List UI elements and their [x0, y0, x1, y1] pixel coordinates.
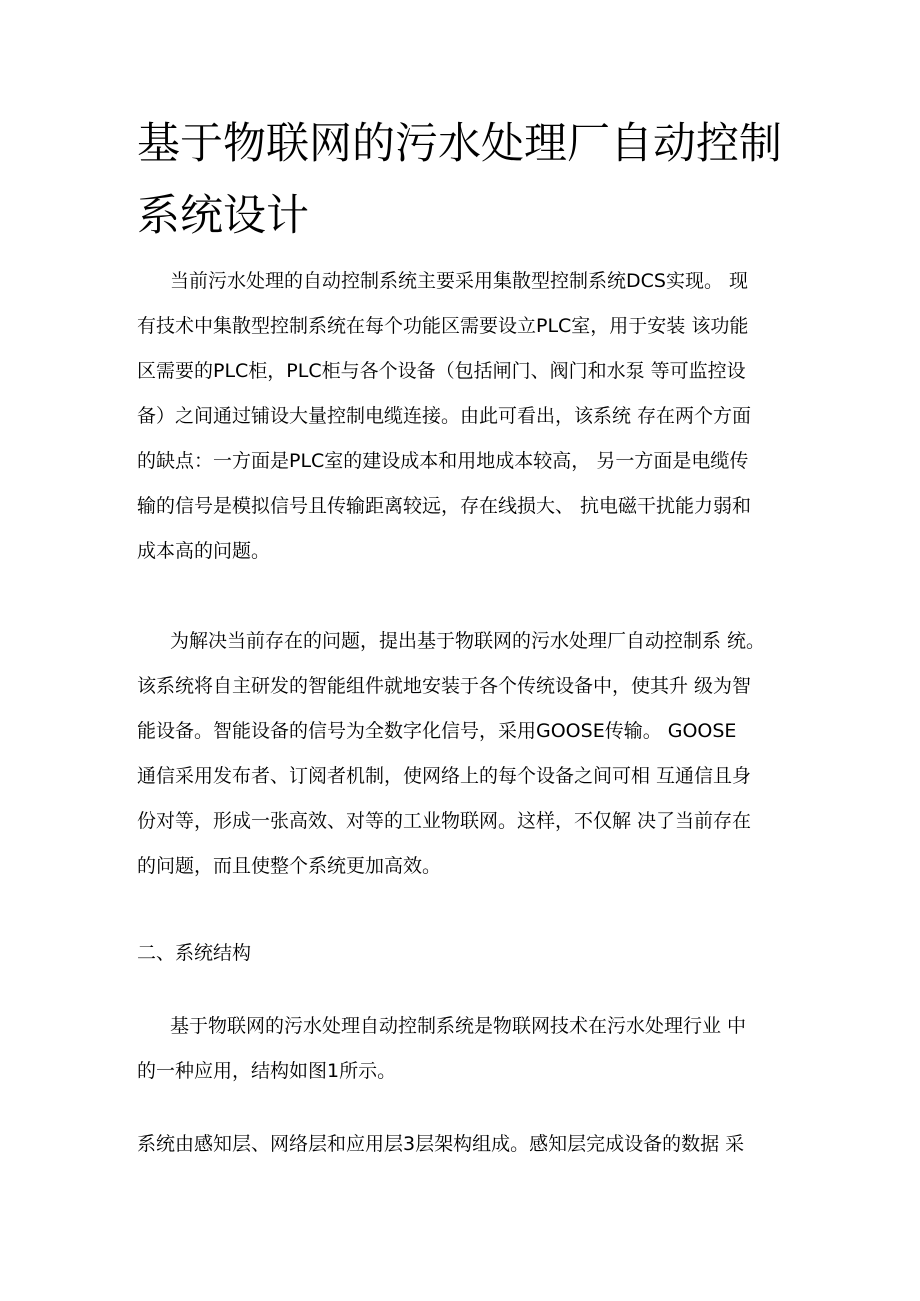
paragraph-dcs-background	[137, 259, 797, 574]
text-line: 当前污水处理的自动控制系统主要采用集散型控制系统DCS实现。 现	[170, 270, 748, 292]
text-line: 为解决当前存在的问题，提出基于物联网的污水处理厂自动控制系 统。	[170, 630, 766, 652]
title-line: 基于物联网的污水处理厂自动控制	[137, 119, 782, 169]
document-title	[137, 108, 797, 252]
paragraph-system-structure	[137, 1004, 797, 1094]
section-heading-text: 二、系统结构	[137, 942, 252, 964]
text-line: 该系统将自主研发的智能组件就地安装于各个传统设备中，使其升 级为智	[137, 675, 752, 697]
paragraph-iot-solution	[137, 619, 797, 889]
text-line: 通信采用发布者、订阅者机制，使网络上的每个设备之间可相 互通信且身	[137, 765, 752, 787]
text-line: 区需要的PLC柜，PLC柜与各个设备（包括闸门、阀门和水泵 等可监控设	[137, 360, 746, 382]
text-line: 的缺点：一方面是PLC室的建设成本和用地成本较高， 另一方面是电缆传	[137, 450, 749, 472]
text-line: 成本高的问题。	[137, 540, 271, 562]
title-line: 系统设计	[137, 191, 309, 241]
text-line: 基于物联网的污水处理自动控制系统是物联网技术在污水处理行业 中	[170, 1015, 747, 1037]
text-line: 份对等，形成一张高效、对等的工业物联网。这样，不仅解 决了当前存在	[137, 810, 752, 832]
text-line: 有技术中集散型控制系统在每个功能区需要设立PLC室，用于安装 该功能	[137, 315, 749, 337]
text-line: 输的信号是模拟信号且传输距离较远，存在线损大、 抗电磁干扰能力弱和	[137, 495, 752, 517]
text-line: 的问题，而且使整个系统更加高效。	[137, 855, 442, 877]
section-heading	[137, 931, 797, 976]
text-line: 能设备。智能设备的信号为全数字化信号，采用GOOSE传输。 GOOSE	[137, 720, 737, 742]
text-line: 的一种应用，结构如图1所示。	[137, 1060, 397, 1082]
text-line: 系统由感知层、网络层和应用层3层架构组成。感知层完成设备的数据 采	[137, 1133, 745, 1155]
text-line: 备）之间通过铺设大量控制电缆连接。由此可看出，该系统 存在两个方面	[137, 405, 752, 427]
paragraph-layers	[137, 1122, 797, 1167]
